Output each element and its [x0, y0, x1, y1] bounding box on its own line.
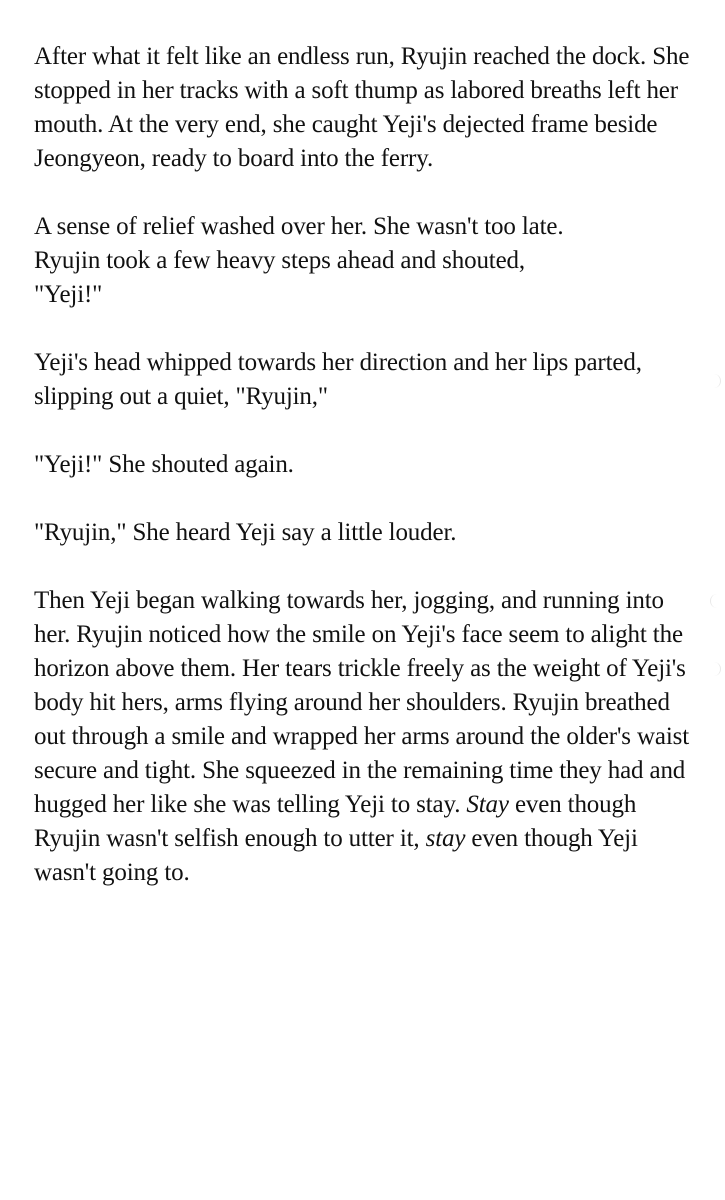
paragraph-3 — [34, 346, 694, 414]
paragraph-4 — [34, 448, 694, 482]
right-edge-artifact-1 — [714, 374, 721, 388]
stay-emphasis-2: stay — [425, 825, 466, 852]
paragraph-6 — [34, 584, 694, 890]
paragraph-1-text: After what it felt like an endless run, Ryujin reached the dock. She stopped in her tracks with a soft thump as labored breaths left her mouth. At the very end, she caught Yeji's dejected frame beside Jeongyeon, ready to board into the ferry. — [34, 43, 690, 172]
paragraph-1 — [34, 40, 694, 176]
paragraph-2-line-2: Ryujin took a few heavy steps ahead and shouted, — [34, 247, 525, 274]
paragraph-6-text-3: even though Yeji wasn't going to. — [34, 825, 638, 886]
paragraph-5-text: "Ryujin," She heard Yeji say a little louder. — [34, 519, 457, 546]
paragraph-2-line-1: A sense of relief washed over her. She wasn't too late. — [34, 213, 564, 240]
right-edge-artifact-2 — [710, 594, 717, 608]
paragraph-6-text-2: even though Ryujin wasn't selfish enough to utter it, — [34, 791, 637, 852]
paragraph-4-text: "Yeji!" She shouted again. — [34, 451, 294, 478]
story-text — [34, 40, 694, 924]
paragraph-2 — [34, 210, 694, 312]
paragraph-2-line-3: "Yeji!" — [34, 281, 103, 308]
right-edge-artifact-3 — [714, 662, 721, 676]
paragraph-5 — [34, 516, 694, 550]
stay-emphasis-1: Stay — [466, 791, 509, 818]
paragraph-6-text-1: Then Yeji began walking towards her, jogging, and running into her. Ryujin noticed how the smile on Yeji's face seem to alight the horizon above them. Her tears trickle freely as the weight of Yeji's body hit hers, arms flying around her shoulders. Ryujin breathed out through a smile and wrapped her arms around the older's waist secure and tight. She squeezed in the remaining time they had and hugged her like she was telling Yeji to stay. — [34, 587, 689, 818]
paragraph-3-text: Yeji's head whipped towards her direction and her lips parted, slipping out a quiet, "Ryujin," — [34, 349, 642, 410]
